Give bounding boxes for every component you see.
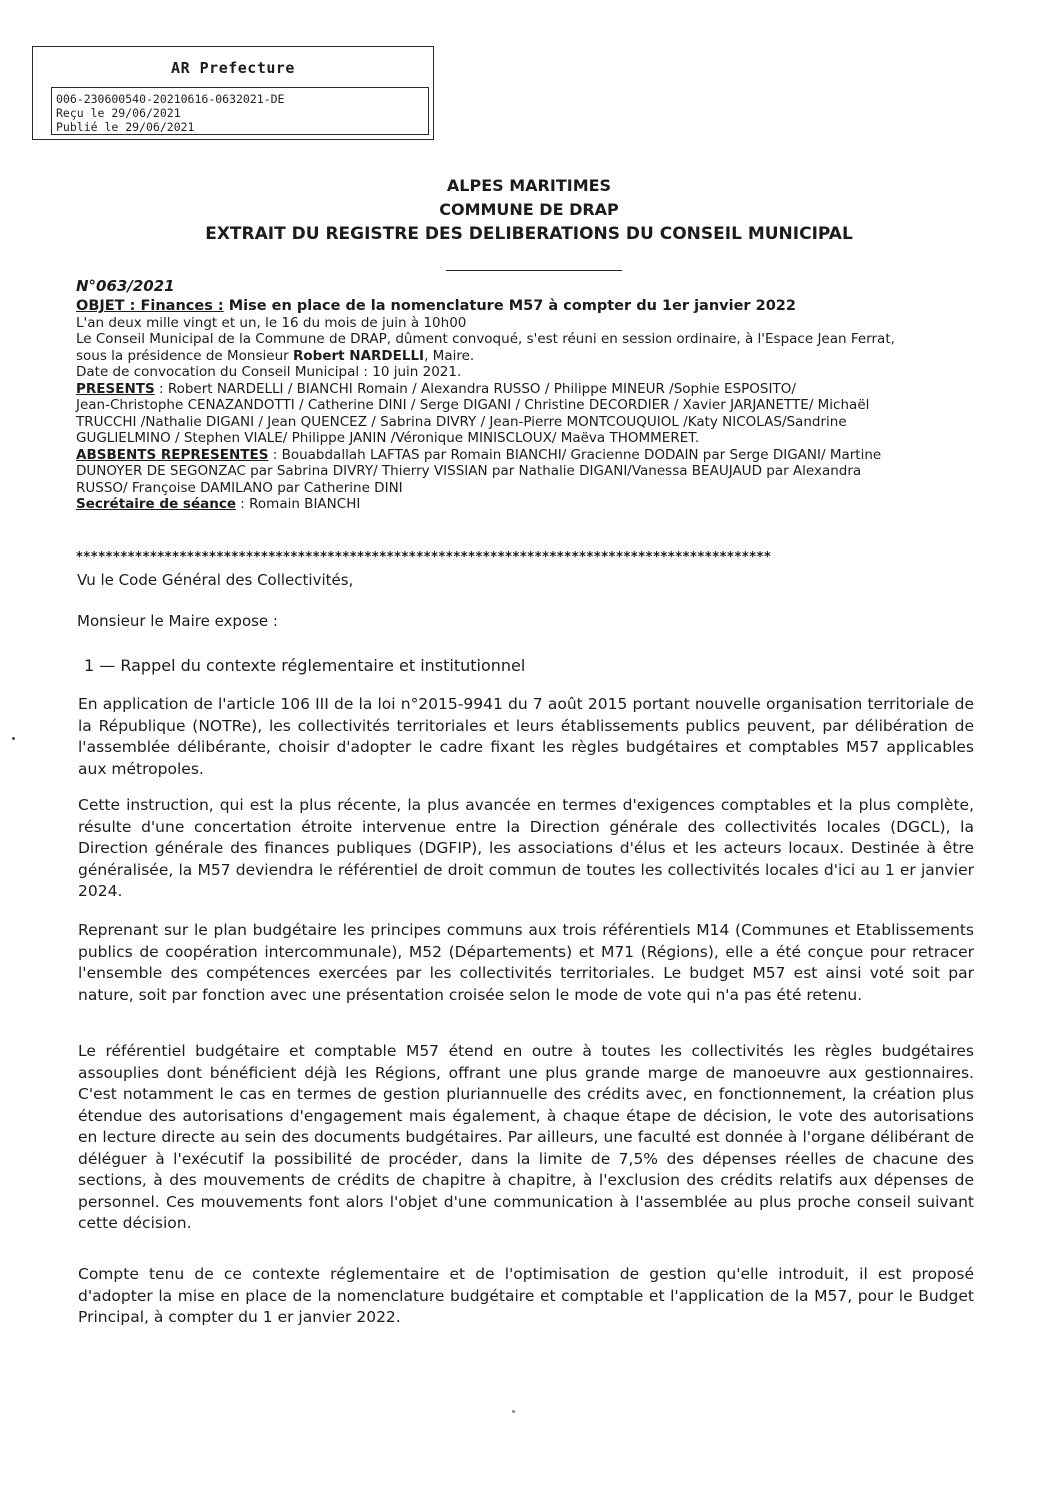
header-commune: COMMUNE DE DRAP xyxy=(439,200,619,219)
presents-names-1: : Robert NARDELLI / BIANCHI Romain / Alexandra RUSSO / Philippe MINEUR /Sophie ESPOSITO/ xyxy=(154,380,796,397)
prefecture-stamp xyxy=(32,46,434,140)
scan-speck xyxy=(12,737,15,740)
stamp-reference: 006-230600540-20210616-0632021-DE xyxy=(56,92,285,106)
stamp-title: AR Prefecture xyxy=(171,59,295,77)
absents-line-2: DUNOYER DE SEGONZAC par Sabrina DIVRY/ Thierry VISSIAN par Nathalie DIGANI/Vanessa BEAUJAUD par Alexandra xyxy=(76,463,862,479)
paragraph-2: Cette instruction, qui est la plus récente, la plus avancée en termes d'exigences comptables et la plus complète, résulte d'une concertation étroite intervenue entre la Direction générale des collectivités locales (DGCL), la Direction générale des finances publiques (DGFIP), les associations d'élus et les acteurs locaux. Destinée à être généralisée, la M57 deviendra le référentiel de droit commun de toutes les collectivités locales d'ici au 1 er janvier 2024. xyxy=(78,796,974,900)
mayor-expose: Monsieur le Maire expose : xyxy=(77,612,278,630)
presidency-suffix: , Maire. xyxy=(424,347,475,364)
deliberation-number: N°063/2021 xyxy=(76,277,175,295)
council-convened: Le Conseil Municipal de la Commune de DRAP, dûment convoqué, s'est réuni en session ordinaire, à l'Espace Jean Ferrat, xyxy=(76,331,895,347)
objet-label: OBJET : Finances : xyxy=(76,298,224,314)
stamp-published-date: Publié le 29/06/2021 xyxy=(56,120,195,134)
convocation-date: Date de convocation du Conseil Municipal : 10 juin 2021. xyxy=(76,364,462,380)
secretary-name: : Romain BIANCHI xyxy=(236,496,361,512)
paragraph-4: Le référentiel budgétaire et comptable M57 étend en outre à toutes les collectivités les règles budgétaires assouplies dont bénéficient déjà les Régions, offrant une plus grande marge de manoeuvre aux gestionnaires. C'est notamment le cas en termes de gestion pluriannuelle des crédits avec, en fonctionnement, la création plus étendue des autorisations d'engagement mais également, à chaque étape de décision, le vote des autorisations en lecture directe au sein des documents budgétaires. Par ailleurs, une faculté est donnée à l'organe délibérant de déléguer à l'exécutif la possibilité de procéder, dans la limite de 7,5% des dépenses réelles de chacune des sections, à des mouvements de crédits de chapitre à chapitre, à l'exclusion des crédits relatifs aux dépenses de personnel. Ces mouvements font alors l'objet d'une communication à l'assemblée au plus proche conseil suivant cette décision. xyxy=(78,1042,974,1232)
absents-line-3: RUSSO/ Françoise DAMILANO par Catherine DINI xyxy=(76,479,403,496)
deliberation-info xyxy=(76,298,976,513)
objet-text: Mise en place de la nomenclature M57 à compter du 1er janvier 2022 xyxy=(223,298,796,314)
secretary-line xyxy=(76,496,976,513)
scan-speck xyxy=(512,1410,515,1413)
absents-names-1: : Bouabdallah LAFTAS par Romain BIANCHI/ Gracienne DODAIN par Serge DIGANI/ Martine xyxy=(268,446,882,463)
stamp-details xyxy=(51,87,429,135)
session-date: L'an deux mille vingt et un, le 16 du mois de juin à 10h00 xyxy=(76,314,467,331)
stamp-received-date: Reçu le 29/06/2021 xyxy=(56,106,181,120)
council-presidency xyxy=(76,348,976,365)
paragraph-3: Reprenant sur le plan budgétaire les principes communs aux trois référentiels M14 (Communes et Etablissements publics de coopération intercommunale), M52 (Départements) et M71 (Régions), elle a été conçue pour retracer l'ensemble des compétences exercées par les collectivités territoriales. Le budget M57 est ainsi voté soit par nature, soit par fonction avec une présentation croisée selon le mode de vote qui n'a pas été retenu. xyxy=(78,921,974,1004)
absents-line-1 xyxy=(76,447,976,464)
objet-line xyxy=(76,298,976,315)
presents-line-3: TRUCCHI /Nathalie DIGANI / Jean QUENCEZ / Sabrina DIVRY / Jean-Pierre MONTCOUQUIOL /Katy NICOLAS/Sandrine xyxy=(76,413,847,430)
absents-label: ABSBENTS REPRESENTES xyxy=(76,446,269,463)
document-header xyxy=(0,174,1058,246)
vu-code: Vu le Code Général des Collectivités, xyxy=(77,571,354,589)
header-title: EXTRAIT DU REGISTRE DES DELIBERATIONS DU CONSEIL MUNICIPAL xyxy=(205,224,853,244)
presents-line-1 xyxy=(76,381,976,398)
secretary-label: Secrétaire de séance xyxy=(76,496,236,512)
presents-line-4: GUGLIELMINO / Stephen VIALE/ Philippe JANIN /Véronique MINISCLOUX/ Maëva THOMMERET. xyxy=(76,430,700,446)
section-1-heading: 1 — Rappel du contexte réglementaire et institutionnel xyxy=(84,656,526,675)
separator-stars: ********************************************************************************************** xyxy=(76,550,772,565)
presents-label: PRESENTS xyxy=(76,380,155,397)
paragraph-5: Compte tenu de ce contexte réglementaire et de l'optimisation de gestion qu'elle introduit, il est proposé d'adopter la mise en place de la nomenclature budgétaire et comptable et l'application de la M57, pour le Budget Principal, à compter du 1 er janvier 2022. xyxy=(78,1265,974,1326)
presents-line-2: Jean-Christophe CENAZANDOTTI / Catherine DINI / Serge DIGANI / Christine DECORDIER / Xavier JARJANETTE/ Michaël xyxy=(76,397,870,413)
mayor-name: Robert NARDELLI xyxy=(292,347,425,364)
presidency-prefix: sous la présidence de Monsieur xyxy=(76,347,293,364)
paragraph-1: En application de l'article 106 III de la loi n°2015-9941 du 7 août 2015 portant nouvelle organisation territoriale de la République (NOTRe), les collectivités territoriales et leurs établissements publics peuvent, par délibération de l'assemblée délibérante, choisir d'adopter le cadre fixant les règles budgétaires et comptables M57 applicables aux métropoles. xyxy=(78,695,974,778)
header-department: ALPES MARITIMES xyxy=(446,176,612,195)
header-divider xyxy=(446,270,622,271)
